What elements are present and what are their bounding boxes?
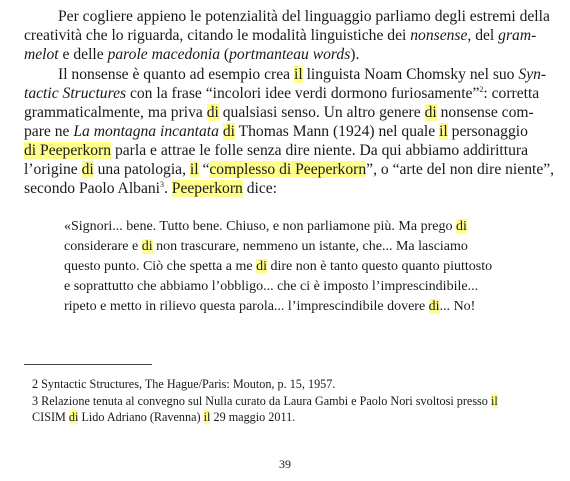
paragraph2-line6: [24, 160, 554, 179]
highlight-span: complesso di Peeperkorn: [209, 161, 367, 178]
text-span: con la frase “incolori idee verdi dormono furiosamente”: [126, 85, 480, 102]
paragraph1-line2: [24, 26, 536, 45]
text-span: nonsense com-: [436, 104, 534, 121]
text-span: 3 Relazione tenuta al convegno sul Nulla curato da Laura Gambi e Paolo Nori svoltosi presso: [32, 394, 491, 408]
highlight-span: Peeperkorn: [171, 180, 243, 197]
italic-span: portmanteau words: [229, 46, 351, 63]
italic-span: Syn-: [518, 66, 547, 83]
text-span: e delle: [58, 46, 108, 63]
footnote-3-line1: [32, 393, 498, 409]
text-span: grammaticalmente, ma priva: [24, 104, 207, 121]
footnote-divider: [24, 364, 152, 365]
text-span: ... No!: [439, 299, 476, 314]
text-span: : corretta: [483, 85, 540, 102]
footnote-2: [32, 376, 335, 392]
italic-span: La montagna incantata: [73, 123, 219, 140]
text-span: creatività che lo riguarda, citando le modalità linguistiche dei: [24, 27, 411, 44]
text-span: ).: [350, 46, 360, 63]
quote-line2: [64, 238, 468, 256]
text-span: non trascurare, nemmeno un istante, che... Ma lasciamo: [152, 239, 468, 254]
text-span: e soprattutto che abbiamo l’obbligo... che ci è imposto l’imprescindibile...: [64, 279, 479, 294]
highlight-span: di: [206, 104, 219, 121]
text-span: (: [220, 46, 230, 63]
quote-line5: [64, 298, 475, 316]
paragraph1-line1: [58, 7, 550, 26]
highlight-span: il: [294, 66, 303, 83]
italic-span: melot: [24, 46, 59, 63]
italic-span: gram-: [498, 27, 537, 44]
text-span: “: [198, 161, 210, 178]
text-span: .: [164, 180, 172, 197]
paragraph2-line5: [24, 141, 528, 160]
italic-span: nonsense: [410, 27, 468, 44]
text-span: Lido Adriano (Ravenna): [78, 410, 204, 424]
page-number: 39: [279, 457, 291, 471]
footnote-3-line2: [32, 409, 295, 425]
highlight-span: di: [428, 299, 440, 314]
text-span: «Signori... bene. Tutto bene. Chiuso, e non parliamone più. Ma prego: [64, 219, 456, 234]
text-span: una patologia,: [93, 161, 190, 178]
highlight-span: di: [256, 259, 267, 274]
paragraph2-line7: [24, 179, 277, 198]
paragraph2-line1: [58, 65, 546, 84]
text-span: 2 Syntactic Structures, The Hague/Paris: Mouton, p. 15, 1957.: [32, 377, 336, 391]
text-span: Per cogliere appieno le potenzialità del linguaggio parliamo degli estremi della: [58, 8, 550, 25]
highlight-span: il: [439, 123, 448, 140]
text-span: ”, o “arte del non dire niente”,: [366, 161, 555, 178]
italic-span: parole macedonia: [107, 46, 221, 63]
highlight-span: di: [222, 123, 235, 140]
text-span: questo punto. Ciò che spetta a me: [64, 259, 257, 274]
text-span: considerare e: [64, 239, 142, 254]
highlight-span: il: [203, 410, 211, 424]
footnote-ref-2[interactable]: 2: [479, 85, 484, 94]
text-span: dire non è tanto questo quanto piuttosto: [266, 259, 493, 274]
text-span: dice:: [242, 180, 278, 197]
text-span: linguista Noam Chomsky nel suo: [302, 66, 519, 83]
text-span: personaggio: [447, 123, 528, 140]
highlight-span: il: [490, 394, 498, 408]
text-span: 29 maggio 2011.: [210, 410, 296, 424]
text-span: qualsiasi senso. Un altro genere: [218, 104, 425, 121]
quote-line1: [64, 218, 467, 236]
text-span: Thomas Mann (1924) nel quale: [234, 123, 440, 140]
highlight-span: di: [81, 161, 94, 178]
quote-line4: [64, 278, 478, 296]
quote-line3: [64, 258, 492, 276]
text-span: l’origine: [24, 161, 82, 178]
text-span: , del: [467, 27, 499, 44]
paragraph2-line4: [24, 122, 528, 141]
text-span: parla e attrae le folle senza dire niente. Da qui abbiamo addirittura: [111, 142, 528, 159]
italic-span: tactic Structures: [24, 85, 127, 102]
paragraph2-line3: [24, 103, 534, 122]
text-span: pare ne: [24, 123, 74, 140]
paragraph2-line2: [24, 84, 539, 103]
text-span: Il nonsense è quanto ad esempio crea: [58, 66, 294, 83]
text-span: CISIM: [32, 410, 69, 424]
highlight-span: di: [424, 104, 437, 121]
paragraph1-line3: [24, 45, 359, 64]
highlight-span: il: [189, 161, 199, 178]
text-span: secondo Paolo Albani: [24, 180, 160, 197]
highlight-span: di Peeperkorn: [24, 142, 112, 159]
highlight-span: di: [455, 219, 467, 234]
text-span: ripeto e metto in rilievo questa parola... l’imprescindibile dovere: [64, 299, 429, 314]
highlight-span: di: [68, 410, 79, 424]
footnote-ref-3[interactable]: 3: [160, 180, 164, 189]
highlight-span: di: [141, 239, 153, 254]
